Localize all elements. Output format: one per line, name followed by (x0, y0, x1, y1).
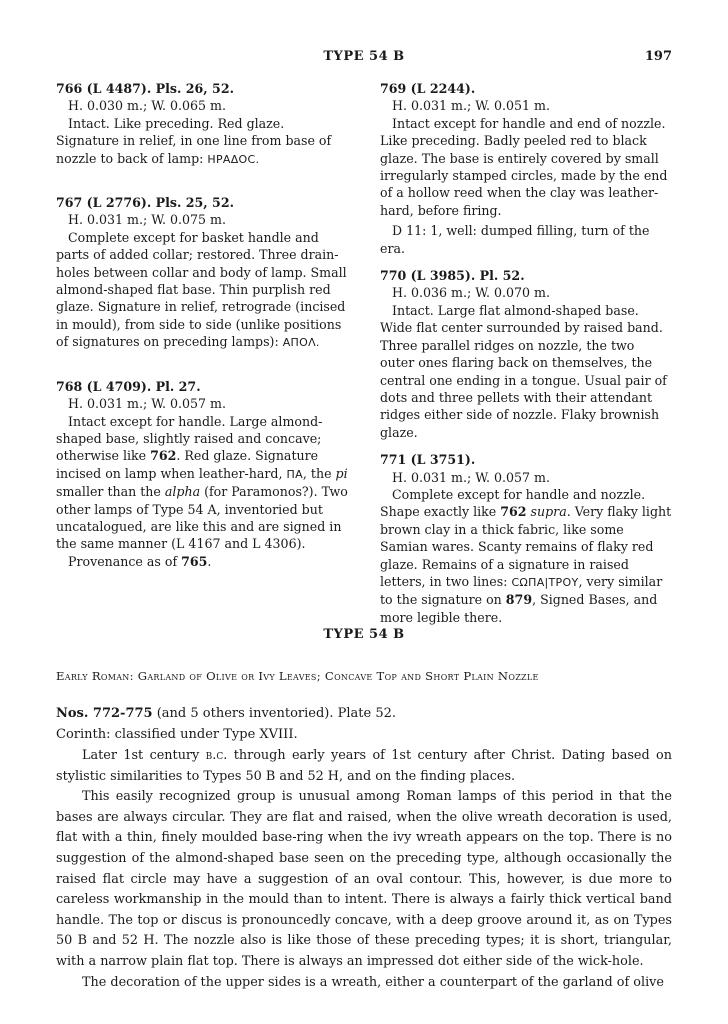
entry-heading: 768 (L 4709). Pl. 27. (56, 378, 201, 394)
section-subtitle: Early Roman: Garland of Olive or Ivy Leaves; Concave Top and Short Plain Nozzle (56, 669, 539, 683)
entry-heading: 766 (L 4487). Pls. 26, 52. (56, 81, 234, 96)
catalogue-entry-771 (380, 451, 672, 626)
left-column (56, 80, 348, 570)
catalogue-entry-769 (380, 80, 672, 257)
section-title: TYPE 54 B (323, 627, 405, 642)
entry-dimensions: H. 0.031 m.; W. 0.075 m. (68, 212, 226, 228)
signature-inscription: ΑΠΟΛ. (282, 336, 320, 350)
entry-dimensions: H. 0.031 m.; W. 0.051 m. (392, 98, 550, 114)
section-body (56, 746, 672, 993)
corinth-classification: Corinth: classified under Type XVIII. (56, 727, 298, 742)
entry-heading: 767 (L 2776). Pls. 25, 52. (56, 195, 234, 211)
entry-dimensions: H. 0.030 m.; W. 0.065 m. (68, 98, 226, 114)
entry-description (56, 115, 348, 168)
running-header-title: TYPE 54 B (323, 49, 405, 64)
signature-inscription: ΗΡΑΔΟϹ. (207, 152, 260, 166)
description-paragraph: This easily recognized group is unusual among Roman lamps of this period in that the bases are always circular. They are flat and raised, when the olive wreath decoration is used, flat with a thin, finely moulded base-ring when the ivy wreath appears on the top. There is no suggestion of the almond-shaped base seen on the preceding type, although occasionally the raised flat circle may have a suggestion of an oval contour. This, however, is due more to careless workmanship in the mould than to intent. There is always a fairly thick vertical band handle. The top or discus is pronouncedly concave, with a deep groove around it, as on Types 50 B and 52 H. The nozzle also is like those of these preceding types; it is short, triangular, with a narrow plain flat top. There is always an impressed dot either side of the wick-hole. (56, 789, 672, 969)
entry-description: Intact except for handle and end of nozzle. Like preceding. Badly peeled red to black glaze. The base is entirely covered by small irregularly stamped circles, made by the end of a hollow reed when the clay was leather-hard, before firing. (380, 115, 668, 218)
signature-inscription: ϹΩΠΑ|ΤΡΟΥ (511, 575, 579, 589)
description-text: Complete except for basket handle and parts of added collar; restored. Three drain-holes between collar and body of lamp. Small almond-shaped flat base. Thin purplish red glaze. Signature in relief, retrograde (incised in mould), from side to side (unlike positions of signatures on preceding lamps): (56, 229, 347, 350)
entry-description: Intact except for handle. Large almond-shaped base, slightly raised and concave; otherwise like 762. Red glaze. Signature incised on lamp when leather-hard, ΠΑ, the pi smaller than the alpha (for Paramonos?). Two other lamps of Type 54 A, inventoried but uncatalogued, are like this and are signed in the same manner (L 4167 and L 4306). (56, 413, 348, 552)
decoration-paragraph: The decoration of the upper sides is a wreath, either a counterpart of the garland of olive (82, 974, 664, 990)
cross-reference: 762 (500, 504, 527, 520)
catalogue-entry-766 (56, 80, 348, 168)
catalogue-entry-768 (56, 378, 348, 570)
signature-inscription: ΠΑ (286, 467, 303, 481)
entry-context: D 11: 1, well: dumped filling, turn of the era. (380, 223, 650, 256)
page-number: 197 (644, 49, 672, 64)
cross-reference: 762 (150, 448, 177, 464)
description-text: Intact. Like preceding. Red glaze. Signature in relief, in one line from base of nozzle to back of lamp: (56, 115, 332, 166)
catalogue-numbers: Nos. 772-775 (and 5 others inventoried). Plate 52. (56, 706, 397, 721)
entry-dimensions: H. 0.031 m.; W. 0.057 m. (68, 396, 226, 412)
dating-paragraph: Later 1st century b.c. through early years of 1st century after Christ. Dating based on stylistic similarities to Types 50 B and 52 H, and on the finding places. (56, 748, 672, 784)
entry-description: Complete except for handle and nozzle. Shape exactly like 762 supra. Very flaky light brown clay in a thick fabric, like some Samian wares. Scanty remains of flaky red glaze. Remains of a signature in raised letters, in two lines: ϹΩΠΑ|ΤΡΟΥ, very similar to the signature on 879, Signed Bases, and more legible there. (380, 486, 672, 625)
cross-reference: 879 (505, 592, 533, 608)
cross-reference: 765 (181, 553, 208, 569)
entry-dimensions: H. 0.036 m.; W. 0.070 m. (392, 285, 550, 301)
entry-description: Intact. Large flat almond-shaped base. Wide flat center surrounded by raised band. Three parallel ridges on nozzle, the two outer ones flaring back on themselves, the central one ending in a tongue. Usual pair of dots and three pellets with their attendant ridges either side of nozzle. Flaky brownish glaze. (380, 302, 667, 440)
entry-heading: 771 (L 3751). (380, 452, 476, 468)
entry-description (56, 229, 348, 352)
catalogue-entry-767 (56, 194, 348, 352)
right-column (380, 80, 672, 626)
catalogue-entry-770 (380, 267, 672, 441)
entry-heading: 769 (L 2244). (380, 81, 476, 96)
entry-heading: 770 (L 3985). Pl. 52. (380, 268, 525, 284)
entry-provenance: Provenance as of 765. (68, 553, 212, 569)
entry-dimensions: H. 0.031 m.; W. 0.057 m. (392, 469, 550, 485)
